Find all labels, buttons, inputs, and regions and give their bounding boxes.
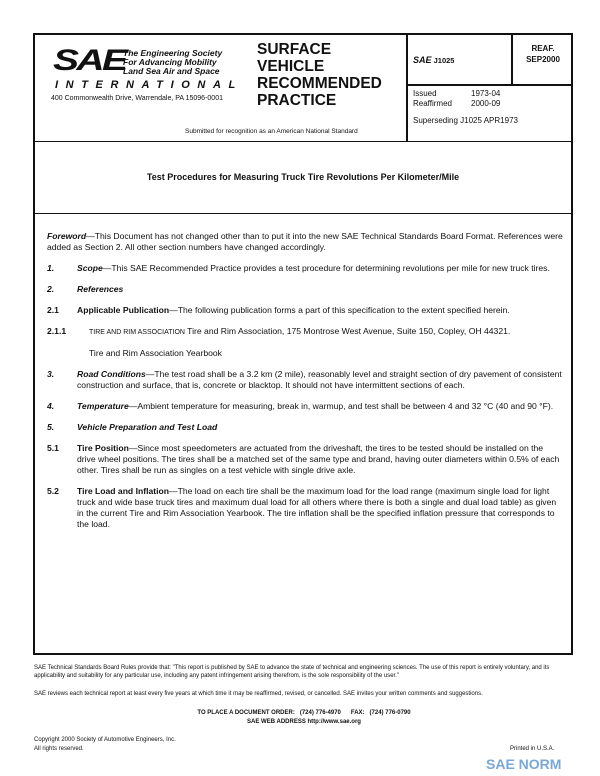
section-text: —This Document has not changed other than to put it into the new SAE Technical Standards Board Format. References were added as Section 2. All other section numbers have changed accordingly. [47,231,563,252]
section-text: —This SAE Recommended Practice provides a test procedure for determining revolutions per mile for new truck tires. [102,263,550,273]
section-heading: Vehicle Preparation and Test Load [77,422,218,432]
document-body [47,231,563,540]
section-heading: Temperature [77,401,129,411]
section-heading: TIRE AND RIM ASSOCIATION [89,329,185,336]
section-number: 3. [47,369,55,379]
doc-number: J1025 [433,56,455,65]
section [47,348,563,359]
section [47,369,563,391]
section [47,401,563,412]
international: INTERNATIONAL [55,79,243,91]
section [47,263,563,274]
doc-type-line: SURFACE [257,41,332,58]
issued-date: 1973-04 [471,89,501,98]
section-heading: Tire Position [77,443,129,453]
section-heading: Applicable Publication [77,305,170,315]
doc-type-line: PRACTICE [257,92,337,109]
sae-logo: SAE [53,44,126,77]
reaf [515,43,571,65]
section-number: 5. [47,422,55,432]
section-text: —Since most speedometers are actuated from the driveshaft, the tires to be tested should be installed on the drive wheel positions. The tires shall be a matched set of the same type and brand, having outer diameters within 0.5% of each other. Tires shall be run as singles on a test vehicle with single drive axle. [77,443,560,475]
policy-note: SAE Technical Standards Board Rules provide that: "This report is published by SAE to advance the state of technical and engineering sciences. The use of this report is entirely voluntary, and its applicability and suitability for any particular use, including any patent infringement arising therefrom, is the sole responsibility of the user." [34,665,550,679]
superseding: Superseding J1025 APR1973 [413,116,518,125]
section-text: —The load on each tire shall be the maximum load for the load range (maximum single load for light truck and wide base truck tires and maximum dual load for all others where there is both a single and dual load table) as given in the current Tire and Rim Association Yearbook. The tire inflation shall be the specified inflation pressure that corresponds to the load. [77,486,557,529]
section-heading: Tire Load and Inflation [77,486,169,496]
divider [406,84,571,86]
section-heading: Foreword [47,231,87,241]
submitted-note: Submitted for recognition as an American National Standard [185,128,358,135]
section-heading: References [77,284,124,294]
section [47,231,563,253]
section [47,443,563,476]
section-number: 5.2 [47,486,59,496]
address: 400 Commonwealth Drive, Warrendale, PA 15096-0001 [51,95,223,102]
doc-type-line: VEHICLE [257,58,325,75]
section-text: Tire and Rim Association, 175 Montrose West Avenue, Suite 150, Copley, OH 44321. [184,326,511,336]
review-note: SAE reviews each technical report at least every five years at which time it may be reaffirmed, revised, or cancelled. SAE invites your written comments and suggestions. [34,691,483,697]
tagline-line: The Engineering Society [123,48,223,58]
sae-mini-logo: SAE [413,55,432,65]
doc-type-line: RECOMMENDED [257,75,382,92]
reaf-line: SEP2000 [526,55,560,64]
section-text: —The test road shall be a 3.2 km (2 mile), reasonably level and straight section of dry pavement of consistent construction and surface, that is, concrete or blacktop. It should not have intermittent sections of each. [77,369,562,390]
issued-label: Issued [413,89,437,98]
rights: All rights reserved. [34,746,84,752]
copyright: Copyright 2000 Society of Automotive Engineers, Inc. [34,737,176,743]
section-heading: Scope [77,263,103,273]
section-number: 1. [47,263,55,273]
section-number: 2.1 [47,305,59,315]
section-number: 2. [47,284,55,294]
reaffirmed-date: 2000-09 [471,99,501,108]
document-title: Test Procedures for Measuring Truck Tire Revolutions Per Kilometer/Mile [35,141,571,214]
divider [406,35,408,141]
watermark-logo: SAE NORM [486,756,562,772]
order-info: TO PLACE A DOCUMENT ORDER: (724) 776-4970 FAX: (724) 776-0790 [197,710,411,716]
reaffirmed-label: Reaffirmed [413,99,452,108]
header [35,35,571,142]
section-number: 2.1.1 [47,326,67,336]
tagline-line: For Advancing Mobility [123,57,217,67]
section [47,305,563,316]
doc-type [257,41,382,109]
section-number: 5.1 [47,443,59,453]
section [47,422,563,433]
section-text: —Ambient temperature for measuring, break in, warmup, and test shall be between 4 and 32 °C (40 and 90 °F). [128,401,554,411]
dates [413,89,518,126]
section-text: —The following publication forms a part of this specification to the extent specified herein. [169,305,510,315]
section [47,284,563,295]
tagline [123,49,222,76]
section [47,326,563,338]
divider [511,35,513,84]
section-heading: Road Conditions [77,369,146,379]
section [47,486,563,530]
section-number: 4. [47,401,55,411]
section-text: Tire and Rim Association Yearbook [89,348,222,358]
reaf-line: REAF. [531,44,555,53]
tagline-line: Land Sea Air and Space [123,66,220,76]
printed: Printed in U.S.A. [510,746,555,752]
document-frame [33,33,573,655]
web-address: SAE WEB ADDRESS http://www.sae.org [247,719,361,725]
